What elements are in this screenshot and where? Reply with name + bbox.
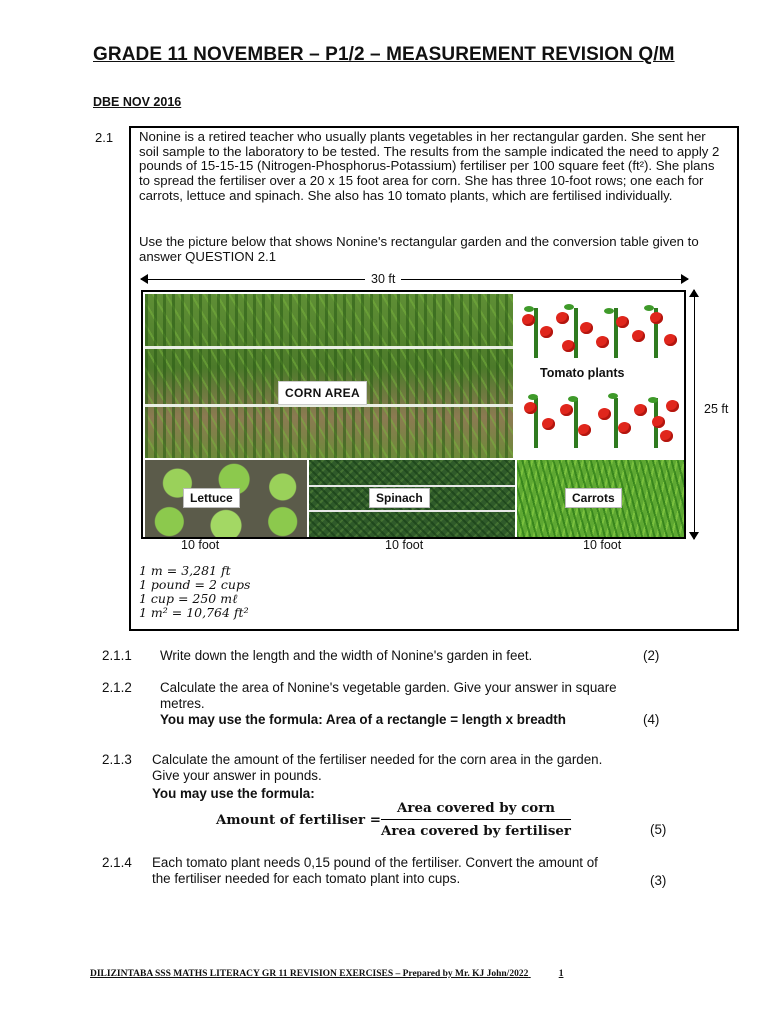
tomato — [666, 400, 679, 412]
leaf — [648, 397, 658, 403]
subquestion-2-1-1 — [102, 648, 702, 668]
tomato — [524, 402, 537, 414]
tomato-stem — [574, 398, 578, 448]
width-dimension-line — [141, 279, 688, 280]
tomato — [652, 416, 665, 428]
width-label: 30 ft — [365, 272, 401, 286]
page-footer — [90, 969, 563, 979]
tomato — [542, 418, 555, 430]
arrow-down-icon — [689, 532, 699, 540]
subquestion-text: Each tomato plant needs 0,15 pound of the fertiliser. Convert the amount of the fertiliser needed for each tomato plant into cups. — [152, 855, 598, 886]
formula-hint: You may use the formula: — [152, 786, 315, 801]
leaf — [608, 393, 618, 399]
marks: (3) — [650, 873, 667, 888]
formula-lhs: Amount of fertiliser = — [216, 812, 381, 828]
tomato-plants-row — [520, 300, 680, 358]
spinach-bed — [309, 460, 515, 537]
formula-hint: You may use the formula: Area of a rectangle = length x breadth — [160, 712, 566, 727]
formula-fraction — [381, 800, 571, 839]
subquestion-2-1-4 — [102, 855, 702, 891]
tomato — [664, 334, 677, 346]
subquestion-number: 2.1.3 — [102, 752, 132, 767]
conversion-row: 1 pound = 2 cups — [139, 577, 251, 592]
leaf — [524, 306, 534, 312]
tomato-area — [516, 294, 684, 458]
question-box — [129, 126, 739, 631]
garden-picture — [141, 290, 686, 539]
tomato-stem — [574, 308, 578, 358]
tomato-plants-label: Tomato plants — [540, 366, 625, 380]
conversion-row: 1 cup = 250 mℓ — [139, 591, 238, 606]
tomato-stem — [534, 308, 538, 358]
formula-numerator: Area covered by corn — [397, 800, 555, 816]
height-dimension-line — [694, 290, 695, 539]
tomato — [560, 404, 573, 416]
spinach-label: Spinach — [369, 488, 430, 508]
arrow-right-icon — [681, 274, 689, 284]
question-instruction: Use the picture below that shows Nonine's rectangular garden and the conversion table given to answer QUESTION 2.1 — [139, 234, 699, 264]
tomato — [556, 312, 569, 324]
corn-area-label: CORN AREA — [278, 381, 367, 405]
leaf — [604, 308, 614, 314]
conversion-row: 1 m² = 10,764 ft² — [139, 605, 249, 620]
marks: (4) — [643, 712, 660, 727]
arrow-left-icon — [140, 274, 148, 284]
leaf — [528, 394, 538, 400]
tomato — [578, 424, 591, 436]
subquestion-number: 2.1.4 — [102, 855, 132, 870]
tomato — [650, 312, 663, 324]
tomato — [540, 326, 553, 338]
row-divider — [309, 510, 515, 512]
lettuce-row-length: 10 foot — [181, 538, 220, 552]
lettuce-label: Lettuce — [183, 488, 240, 508]
tomato — [522, 314, 535, 326]
tomato — [562, 340, 575, 352]
tomato — [580, 322, 593, 334]
marks: (2) — [643, 648, 660, 663]
question-intro: Nonine is a retired teacher who usually plants vegetables in her rectangular garden. She sent her soil sample to the laboratory to be tested. The results from the sample indicated the need to apply 2 pounds of 15-15-15 (Nitrogen-Phosphorus-Potassium) fertiliser per 100 square feet (ft²). She plans to spread the fertiliser over a 20 x 15 foot area for corn. She has three 10-foot rows; one each for carrots, lettuce and spinach. She also has 10 tomato plants, which are fertilised individually. — [139, 129, 720, 203]
tomato — [634, 404, 647, 416]
leaf — [564, 304, 574, 310]
conversion-table — [139, 564, 250, 620]
arrow-up-icon — [689, 289, 699, 297]
spinach-row-length: 10 foot — [385, 538, 424, 552]
formula-denominator: Area covered by fertiliser — [381, 823, 571, 839]
tomato — [632, 330, 645, 342]
subquestion-text: Calculate the amount of the fertiliser needed for the corn area in the garden. Give your answer in pounds. — [152, 752, 603, 783]
subquestion-text: Write down the length and the width of Nonine's garden in feet. — [160, 648, 533, 663]
tomato-stem — [614, 398, 618, 448]
row-divider — [309, 485, 515, 487]
footer-text: DILIZINTABA SSS MATHS LITERACY GR 11 REVISION EXERCISES – Prepared by Mr. KJ John/2022 — [90, 969, 529, 979]
subquestion-number: 2.1.1 — [102, 648, 132, 663]
carrots-bed — [517, 460, 684, 537]
subquestion-text: Calculate the area of Nonine's vegetable garden. Give your answer in square metres. — [160, 680, 617, 711]
tomato-stem — [614, 308, 618, 358]
source-label: DBE NOV 2016 — [93, 95, 182, 109]
leaf — [568, 396, 578, 402]
tomato-plants-row — [520, 390, 680, 448]
marks: (5) — [650, 822, 667, 837]
carrots-label: Carrots — [565, 488, 622, 508]
corn-area — [145, 294, 513, 458]
tomato — [618, 422, 631, 434]
page-title: GRADE 11 NOVEMBER – P1/2 – MEASUREMENT REVISION Q/M — [93, 44, 675, 65]
tomato — [598, 408, 611, 420]
tomato — [596, 336, 609, 348]
fraction-bar — [381, 819, 571, 820]
page-number: 1 — [558, 969, 564, 979]
conversion-row: 1 m = 3,281 ft — [139, 563, 231, 578]
row-divider — [145, 346, 513, 349]
tomato — [660, 430, 673, 442]
subquestion-2-1-2 — [102, 680, 702, 730]
subquestion-number: 2.1.2 — [102, 680, 132, 695]
height-dimension — [688, 290, 702, 539]
lettuce-bed — [145, 460, 307, 537]
width-dimension — [141, 273, 688, 285]
question-number: 2.1 — [95, 130, 114, 145]
tomato — [616, 316, 629, 328]
height-label: 25 ft — [704, 402, 729, 416]
carrots-row-length: 10 foot — [583, 538, 622, 552]
leaf — [644, 305, 654, 311]
